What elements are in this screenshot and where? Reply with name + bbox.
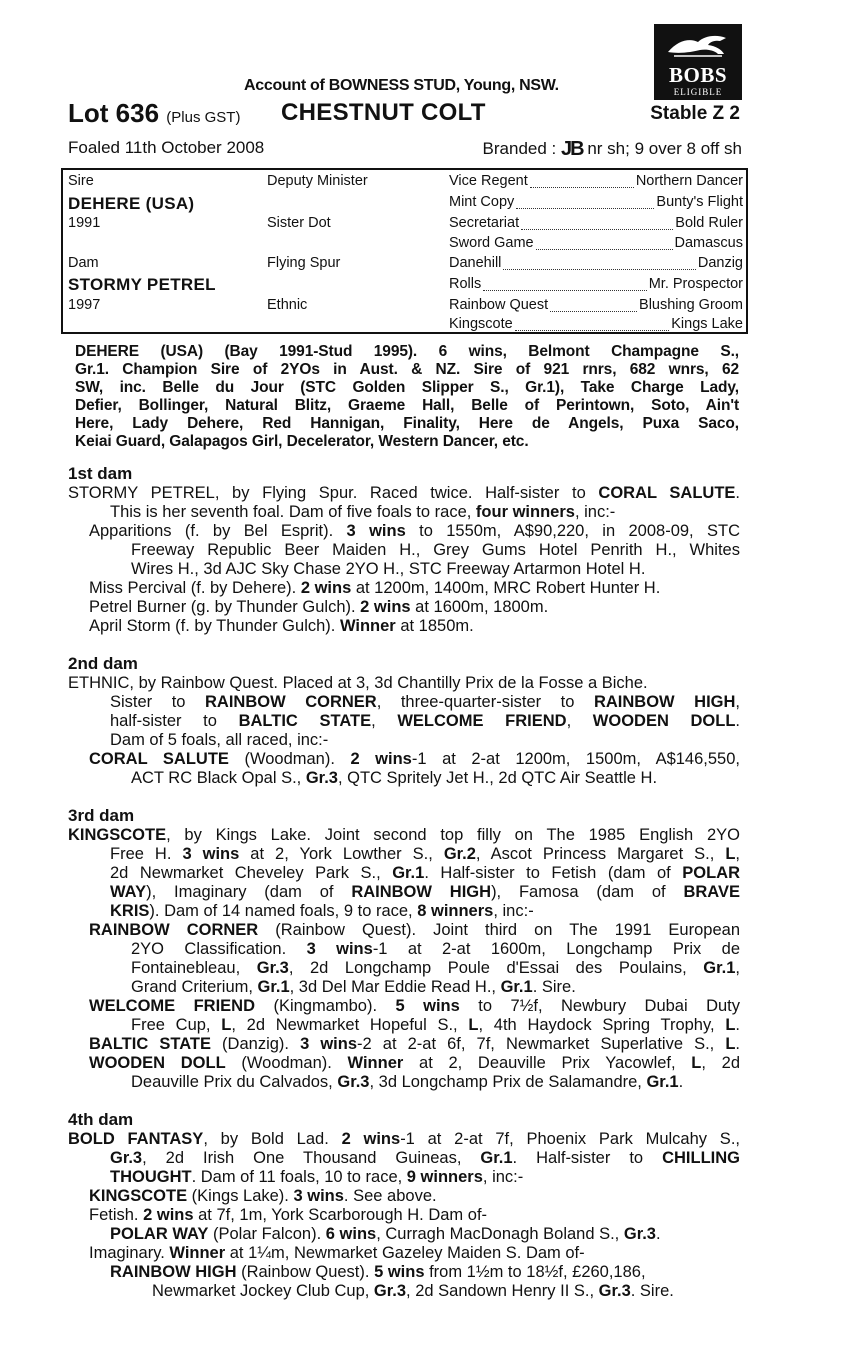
- fourth-dam-line: KINGSCOTE (Kings Lake). 3 wins. See above.: [89, 1187, 437, 1205]
- first-dam-line: Miss Percival (f. by Dehere). 2 wins at 1200m, 1400m, MRC Robert Hunter H.: [89, 579, 661, 597]
- first-dam-line: Petrel Burner (g. by Thunder Gulch). 2 wins at 1600m, 1800m.: [89, 598, 549, 616]
- dam-sire: Flying Spur: [267, 255, 341, 271]
- first-dam-line: April Storm (f. by Thunder Gulch). Winner at 1850m.: [89, 617, 474, 635]
- lot-header: [68, 98, 748, 130]
- dam-name: STORMY PETREL: [68, 275, 216, 294]
- lot-number: Lot 636 (Plus GST): [68, 98, 241, 128]
- pedigree-table: [61, 168, 748, 334]
- sire-sire: Deputy Minister: [267, 173, 368, 189]
- fourth-dam-line: POLAR WAY (Polar Falcon). 6 wins, Curragh MacDonagh Boland S., Gr.3.: [110, 1225, 661, 1243]
- horse-logo-icon: [664, 30, 732, 58]
- first-dam-line: STORMY PETREL, by Flying Spur. Raced twice. Half-sister to CORAL SALUTE.: [68, 484, 741, 502]
- first-dam-line: Freeway Republic Beer Maiden H., Grey Gums Hotel Penrith H., Whites: [131, 541, 740, 559]
- dam-dam: Ethnic: [267, 297, 308, 313]
- second-dam-line: Dam of 5 foals, all raced, inc:-: [110, 731, 329, 749]
- third-dam-line: KRIS). Dam of 14 named foals, 9 to race, 8 winners, inc:-: [110, 902, 534, 920]
- bobs-eligible-logo: [654, 24, 742, 100]
- third-dam-line: BALTIC STATE (Danzig). 3 wins-2 at 2-at 6f, 7f, Newmarket Superlative S., L.: [89, 1035, 741, 1053]
- second-dam-line: Sister to RAINBOW CORNER, three-quarter-sister to RAINBOW HIGH,: [110, 693, 741, 711]
- plus-gst: (Plus GST): [166, 109, 241, 126]
- third-dam-line: Grand Criterium, Gr.1, 3d Del Mar Eddie Read H., Gr.1. Sire.: [131, 978, 576, 996]
- gen3-row: Sword Game Damascus: [449, 235, 743, 251]
- gen3-row: Vice Regent Northern Dancer: [449, 173, 743, 189]
- gen3-row: Mint Copy Bunty's Flight: [449, 194, 743, 210]
- third-dam-line: RAINBOW CORNER (Rainbow Quest). Joint third on The 1991 European: [89, 921, 740, 939]
- third-dam-line: Free H. 3 wins at 2, York Lowther S., Gr.2, Ascot Princess Margaret S., L,: [110, 845, 741, 863]
- foaled-date: Foaled 11th October 2008: [68, 138, 265, 157]
- dam-label: Dam: [68, 255, 99, 271]
- sire-name: DEHERE (USA): [68, 194, 195, 213]
- sire-label: Sire: [68, 173, 94, 189]
- section-heading: 4th dam: [68, 1110, 134, 1129]
- sire-summary-line: Gr.1. Champion Sire of 2YOs in Aust. & NZ. Sire of 921 rnrs, 682 wnrs, 62: [75, 361, 739, 378]
- third-dam-line: WAY), Imaginary (dam of RAINBOW HIGH), Famosa (dam of BRAVE: [110, 883, 740, 901]
- second-dam-line: ACT RC Black Opal S., Gr.3, QTC Spritely Jet H., 2d QTC Air Seattle H.: [131, 769, 658, 787]
- brand-mark: JB: [561, 138, 583, 160]
- sire-summary-line: Here, Lady Dehere, Red Hannigan, Finality, Here de Angels, Puxa Saco,: [75, 415, 739, 432]
- third-dam-line: WELCOME FRIEND (Kingmambo). 5 wins to 7½f, Newbury Dubai Duty: [89, 997, 740, 1015]
- section-heading: 3rd dam: [68, 806, 135, 825]
- gen3-row: Secretariat Bold Ruler: [449, 215, 743, 231]
- fourth-dam-line: Gr.3, 2d Irish One Thousand Guineas, Gr.1. Half-sister to CHILLING: [110, 1149, 740, 1167]
- logo-subtext: ELIGIBLE: [673, 87, 723, 97]
- vendor-account: Account of BOWNESS STUD, Young, NSW.: [244, 77, 559, 94]
- section-heading: 1st dam: [68, 464, 133, 483]
- logo-text: BOBS: [668, 63, 728, 87]
- first-dam-line: Apparitions (f. by Bel Esprit). 3 wins to 1550m, A$90,220, in 2008-09, STC: [89, 522, 740, 540]
- second-dam-line: half-sister to BALTIC STATE, WELCOME FRIEND, WOODEN DOLL.: [110, 712, 741, 730]
- fourth-dam-line: BOLD FANTASY, by Bold Lad. 2 wins-1 at 2-at 7f, Phoenix Park Mulcahy S.,: [68, 1130, 740, 1148]
- fourth-dam-line: THOUGHT. Dam of 11 foals, 10 to race, 9 winners, inc:-: [110, 1168, 524, 1186]
- horse-description: CHESTNUT COLT: [281, 99, 486, 126]
- gen3-row: Kingscote Kings Lake: [449, 316, 743, 332]
- second-dam-line: ETHNIC, by Rainbow Quest. Placed at 3, 3d Chantilly Prix de la Fosse a Biche.: [68, 674, 648, 692]
- stable-location: Stable Z 2: [650, 103, 740, 124]
- second-dam-line: CORAL SALUTE (Woodman). 2 wins-1 at 2-at 1200m, 1500m, A$146,550,: [89, 750, 740, 768]
- third-dam-line: KINGSCOTE, by Kings Lake. Joint second top filly on The 1985 English 2YO: [68, 826, 740, 844]
- first-dam-line: This is her seventh foal. Dam of five foals to race, four winners, inc:-: [110, 503, 616, 521]
- sire-summary-line: SW, inc. Belle du Jour (STC Golden Slipper S., Gr.1), Take Charge Lady,: [75, 379, 739, 396]
- third-dam-line: 2d Newmarket Cheveley Park S., Gr.1. Half-sister to Fetish (dam of POLAR: [110, 864, 740, 882]
- fourth-dam-line: Fetish. 2 wins at 7f, 1m, York Scarborough H. Dam of-: [89, 1206, 488, 1224]
- sire-dam: Sister Dot: [267, 215, 331, 231]
- fourth-dam-line: Imaginary. Winner at 1¼m, Newmarket Gazeley Maiden S. Dam of-: [89, 1244, 585, 1262]
- gen3-row: Danehill Danzig: [449, 255, 743, 271]
- fourth-dam-line: Newmarket Jockey Club Cup, Gr.3, 2d Sandown Henry II S., Gr.3. Sire.: [152, 1282, 674, 1300]
- sire-summary-line: DEHERE (USA) (Bay 1991-Stud 1995). 6 wins, Belmont Champagne S.,: [75, 343, 739, 360]
- sire-year: 1991: [68, 215, 101, 231]
- third-dam-line: Free Cup, L, 2d Newmarket Hopeful S., L, 4th Haydock Spring Trophy, L.: [131, 1016, 740, 1034]
- third-dam-line: WOODEN DOLL (Woodman). Winner at 2, Deauville Prix Yacowlef, L, 2d: [89, 1054, 740, 1072]
- gen3-row: Rolls Mr. Prospector: [449, 276, 743, 292]
- third-dam-line: 2YO Classification. 3 wins-1 at 2-at 1600m, Longchamp Prix de: [131, 940, 740, 958]
- sire-summary-line: Keiai Guard, Galapagos Girl, Decelerator, Western Dancer, etc.: [75, 433, 529, 450]
- third-dam-line: Deauville Prix du Calvados, Gr.3, 3d Longchamp Prix de Salamandre, Gr.1.: [131, 1073, 684, 1091]
- gen3-row: Rainbow Quest Blushing Groom: [449, 297, 743, 313]
- third-dam-line: Fontainebleau, Gr.3, 2d Longchamp Poule d'Essai des Poulains, Gr.1,: [131, 959, 740, 977]
- first-dam-line: Wires H., 3d AJC Sky Chase 2YO H., STC Freeway Artarmon Hotel H.: [131, 560, 646, 578]
- fourth-dam-line: RAINBOW HIGH (Rainbow Quest). 5 wins from 1½m to 18½f, £260,186,: [110, 1263, 646, 1281]
- sire-summary-line: Defier, Bollinger, Natural Blitz, Graeme Hall, Belle of Perintown, Soto, Ain't: [75, 397, 739, 414]
- sire-summary: [75, 343, 739, 451]
- dam-year: 1997: [68, 297, 101, 313]
- section-heading: 2nd dam: [68, 654, 138, 673]
- branded-info: Branded : JB nr sh; 9 over 8 off sh: [482, 138, 742, 160]
